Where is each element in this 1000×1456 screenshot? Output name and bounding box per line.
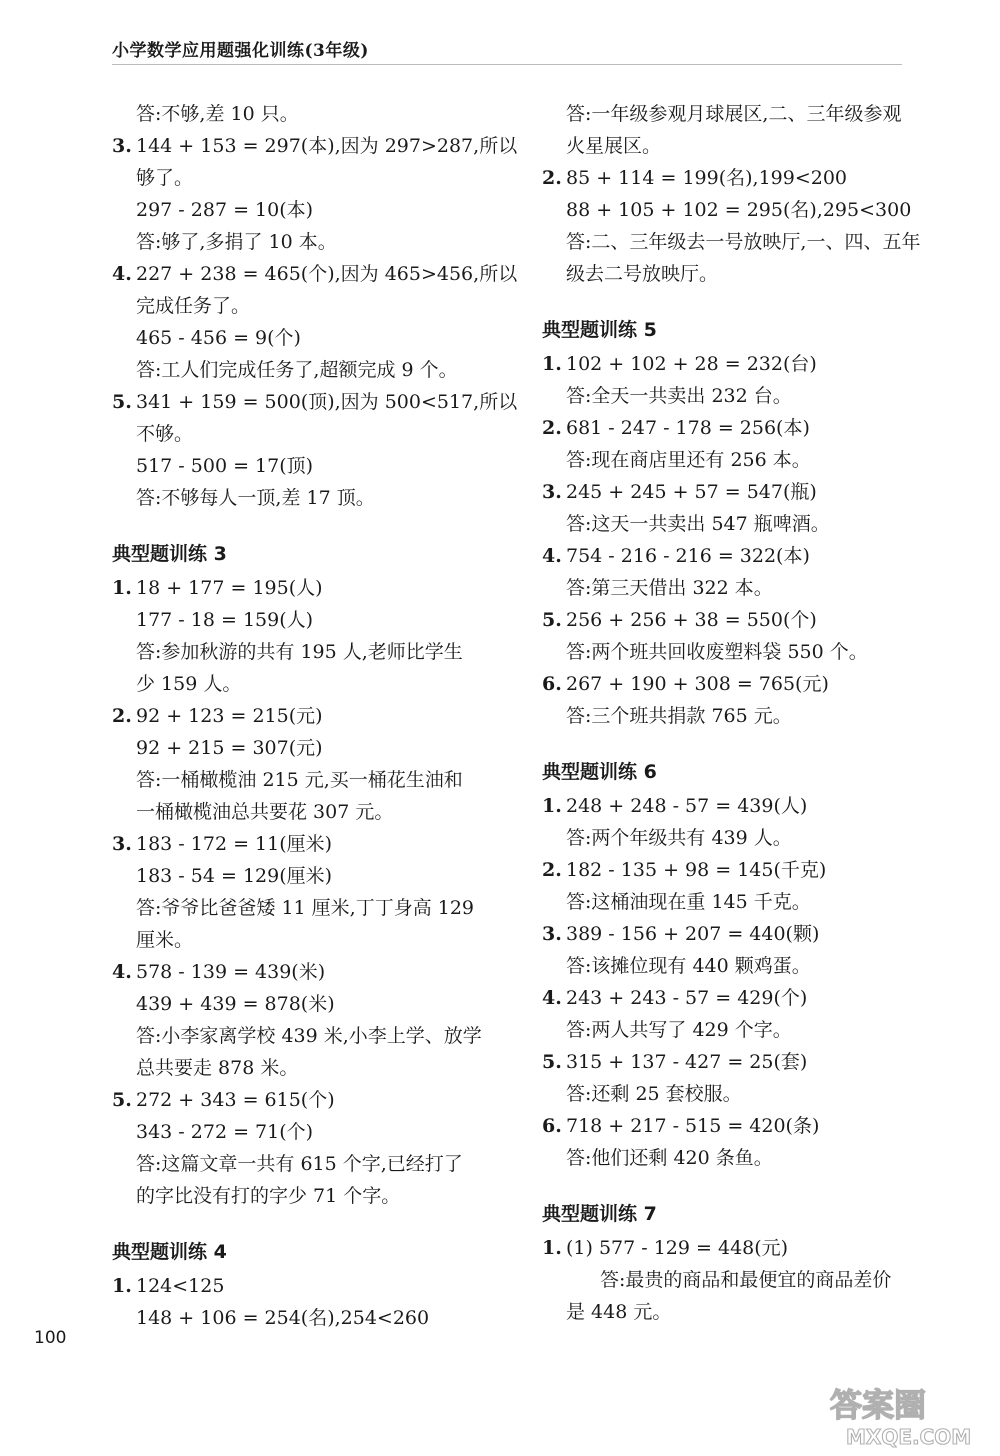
answer-line: 答:工人们完成任务了,超额完成 9 个。 <box>136 359 458 381</box>
answer-line: 答:参加秋游的共有 195 人,老师比学生 <box>136 641 463 663</box>
answer-line: 答:两个班共回收废塑料袋 550 个。 <box>566 641 868 663</box>
problem-number: 1. <box>542 795 562 817</box>
answer-line: 答:这桶油现在重 145 千克。 <box>566 891 811 913</box>
problem-line: 4. 578 - 139 = 439(米) <box>112 956 512 988</box>
answer-line: 答:这天一共卖出 547 瓶啤酒。 <box>566 513 830 535</box>
problem-number: 4. <box>112 961 132 983</box>
problem-line: 2. 681 - 247 - 178 = 256(本) <box>542 412 942 444</box>
section-title-7: 典型题训练 7 <box>542 1203 657 1225</box>
equation-line: 183 - 54 = 129(厘米) <box>136 865 333 887</box>
problem-line: 3. 389 - 156 + 207 = 440(颗) <box>542 918 942 950</box>
problem-number: 2. <box>542 167 562 189</box>
equation-line: 177 - 18 = 159(人) <box>136 609 314 631</box>
answer-line: 答:一桶橄榄油 215 元,买一桶花生油和 <box>136 769 463 791</box>
continuation-line: 总共要走 878 米。 <box>136 1057 299 1079</box>
answer-line: 答:该摊位现有 440 颗鸡蛋。 <box>566 955 811 977</box>
answer-line: 答:小李家离学校 439 米,小李上学、放学 <box>136 1025 482 1047</box>
equation-line: 439 + 439 = 878(米) <box>136 993 335 1015</box>
problem-number: 3. <box>542 481 562 503</box>
problem-number: 2. <box>542 859 562 881</box>
problem-number: 6. <box>542 1115 562 1137</box>
problem-line: 5. 341 + 159 = 500(顶),因为 500<517,所以 <box>112 386 512 418</box>
problem-number: 1. <box>112 1275 132 1297</box>
problem-number: 4. <box>112 263 132 285</box>
section-title-3: 典型题训练 3 <box>112 543 227 565</box>
continuation-line: 完成任务了。 <box>136 295 251 317</box>
problem-number: 5. <box>542 1051 562 1073</box>
problem-line: 2. 85 + 114 = 199(名),199<200 <box>542 162 942 194</box>
answer-line: 答:最贵的商品和最便宜的商品差价 <box>600 1269 892 1291</box>
problem-number: 5. <box>542 609 562 631</box>
equation-line: 148 + 106 = 254(名),254<260 <box>136 1307 430 1329</box>
left-column <box>112 98 518 1334</box>
continuation-line: 的字比没有打的字少 71 个字。 <box>136 1185 401 1207</box>
problem-number: 3. <box>112 833 132 855</box>
problem-line: 5. 272 + 343 = 615(个) <box>112 1084 512 1116</box>
continuation-line: 级去二号放映厅。 <box>566 263 719 285</box>
continuation-line: 厘米。 <box>136 929 194 951</box>
answer-line: 答:二、三年级去一号放映厅,一、四、五年 <box>566 231 921 253</box>
problem-line: 4. 227 + 238 = 465(个),因为 465>456,所以 <box>112 258 512 290</box>
problem-number: 3. <box>542 923 562 945</box>
problem-number: 1. <box>542 353 562 375</box>
answer-line: 答:这篇文章一共有 615 个字,已经打了 <box>136 1153 463 1175</box>
problem-line: 4. 754 - 216 - 216 = 322(本) <box>542 540 942 572</box>
problem-line: 5. 256 + 256 + 38 = 550(个) <box>542 604 942 636</box>
problem-line: 3. 144 + 153 = 297(本),因为 297>287,所以 <box>112 130 512 162</box>
problem-line: 6. 718 + 217 - 515 = 420(条) <box>542 1110 942 1142</box>
answer-line: 答:够了,多捐了 10 本。 <box>136 231 337 253</box>
problem-number: 6. <box>542 673 562 695</box>
watermark-text-main: 答案圈 <box>830 1386 927 1424</box>
problem-line: 3. 183 - 172 = 11(厘米) <box>112 828 512 860</box>
problem-line: 1. 124<125 <box>112 1270 512 1302</box>
header-rule <box>112 64 902 65</box>
problem-line: 1. 18 + 177 = 195(人) <box>112 572 512 604</box>
problem-line: 2. 182 - 135 + 98 = 145(千克) <box>542 854 942 886</box>
continuation-line: 不够。 <box>136 423 194 445</box>
answer-line: 答:现在商店里还有 256 本。 <box>566 449 811 471</box>
problem-number: 4. <box>542 987 562 1009</box>
section-title-6: 典型题训练 6 <box>542 761 657 783</box>
section-6-items <box>542 790 942 1174</box>
problem-line: 1. 102 + 102 + 28 = 232(台) <box>542 348 942 380</box>
problem-number: 2. <box>112 705 132 727</box>
equation-line: 517 - 500 = 17(顶) <box>136 455 314 477</box>
right-column <box>542 98 942 1328</box>
continuation-line: 一桶橄榄油总共要花 307 元。 <box>136 801 394 823</box>
problem-line: 1. 248 + 248 - 57 = 439(人) <box>542 790 942 822</box>
running-header: 小学数学应用题强化训练(3年级) <box>112 41 369 61</box>
answer-line: 答:全天一共卖出 232 台。 <box>566 385 792 407</box>
answer-line: 答:第三天借出 322 本。 <box>566 577 773 599</box>
answer-line: 答:三个班共捐款 765 元。 <box>566 705 792 727</box>
problem-line: 6. 267 + 190 + 308 = 765(元) <box>542 668 942 700</box>
answer-line: 答:两人共写了 429 个字。 <box>566 1019 792 1041</box>
problem-number: 4. <box>542 545 562 567</box>
answer-line: 答:两个年级共有 439 人。 <box>566 827 792 849</box>
site-watermark-logo <box>822 1380 996 1450</box>
problem-number: 1. <box>112 577 132 599</box>
problem-number: 1. <box>542 1237 562 1259</box>
problem-number: 2. <box>542 417 562 439</box>
problem-line: 2. 92 + 123 = 215(元) <box>112 700 512 732</box>
section-5-items <box>542 348 942 732</box>
answer-line: 答:不够,差 10 只。 <box>136 103 299 125</box>
section-title-4: 典型题训练 4 <box>112 1241 227 1263</box>
answer-line: 答:不够每人一顶,差 17 顶。 <box>136 487 375 509</box>
page-number: 100 <box>34 1328 67 1348</box>
continuation-line: 火星展区。 <box>566 135 662 157</box>
problem-line: 4. 243 + 243 - 57 = 429(个) <box>542 982 942 1014</box>
problem-line: 1. (1) 577 - 129 = 448(元) <box>542 1232 942 1264</box>
continuation-line: 是 448 元。 <box>566 1301 672 1323</box>
equation-line: 465 - 456 = 9(个) <box>136 327 301 349</box>
equation-line: 88 + 105 + 102 = 295(名),295<300 <box>566 199 912 221</box>
section-title-5: 典型题训练 5 <box>542 319 657 341</box>
problem-number: 3. <box>112 135 132 157</box>
equation-line: 92 + 215 = 307(元) <box>136 737 323 759</box>
answer-line: 答:还剩 25 套校服。 <box>566 1083 742 1105</box>
watermark-text-domain: MXQE.COM <box>846 1425 972 1449</box>
problem-line: 5. 315 + 137 - 427 = 25(套) <box>542 1046 942 1078</box>
equation-line: 343 - 272 = 71(个) <box>136 1121 314 1143</box>
answer-line: 答:爷爷比爸爸矮 11 厘米,丁丁身高 129 <box>136 897 475 919</box>
answer-line: 答:他们还剩 420 条鱼。 <box>566 1147 773 1169</box>
problem-line: 3. 245 + 245 + 57 = 547(瓶) <box>542 476 942 508</box>
equation-line: 297 - 287 = 10(本) <box>136 199 314 221</box>
answer-line: 答:一年级参观月球展区,二、三年级参观 <box>566 103 902 125</box>
continuation-line: 少 159 人。 <box>136 673 242 695</box>
problem-number: 5. <box>112 1089 132 1111</box>
problem-number: 5. <box>112 391 132 413</box>
continuation-line: 够了。 <box>136 167 194 189</box>
